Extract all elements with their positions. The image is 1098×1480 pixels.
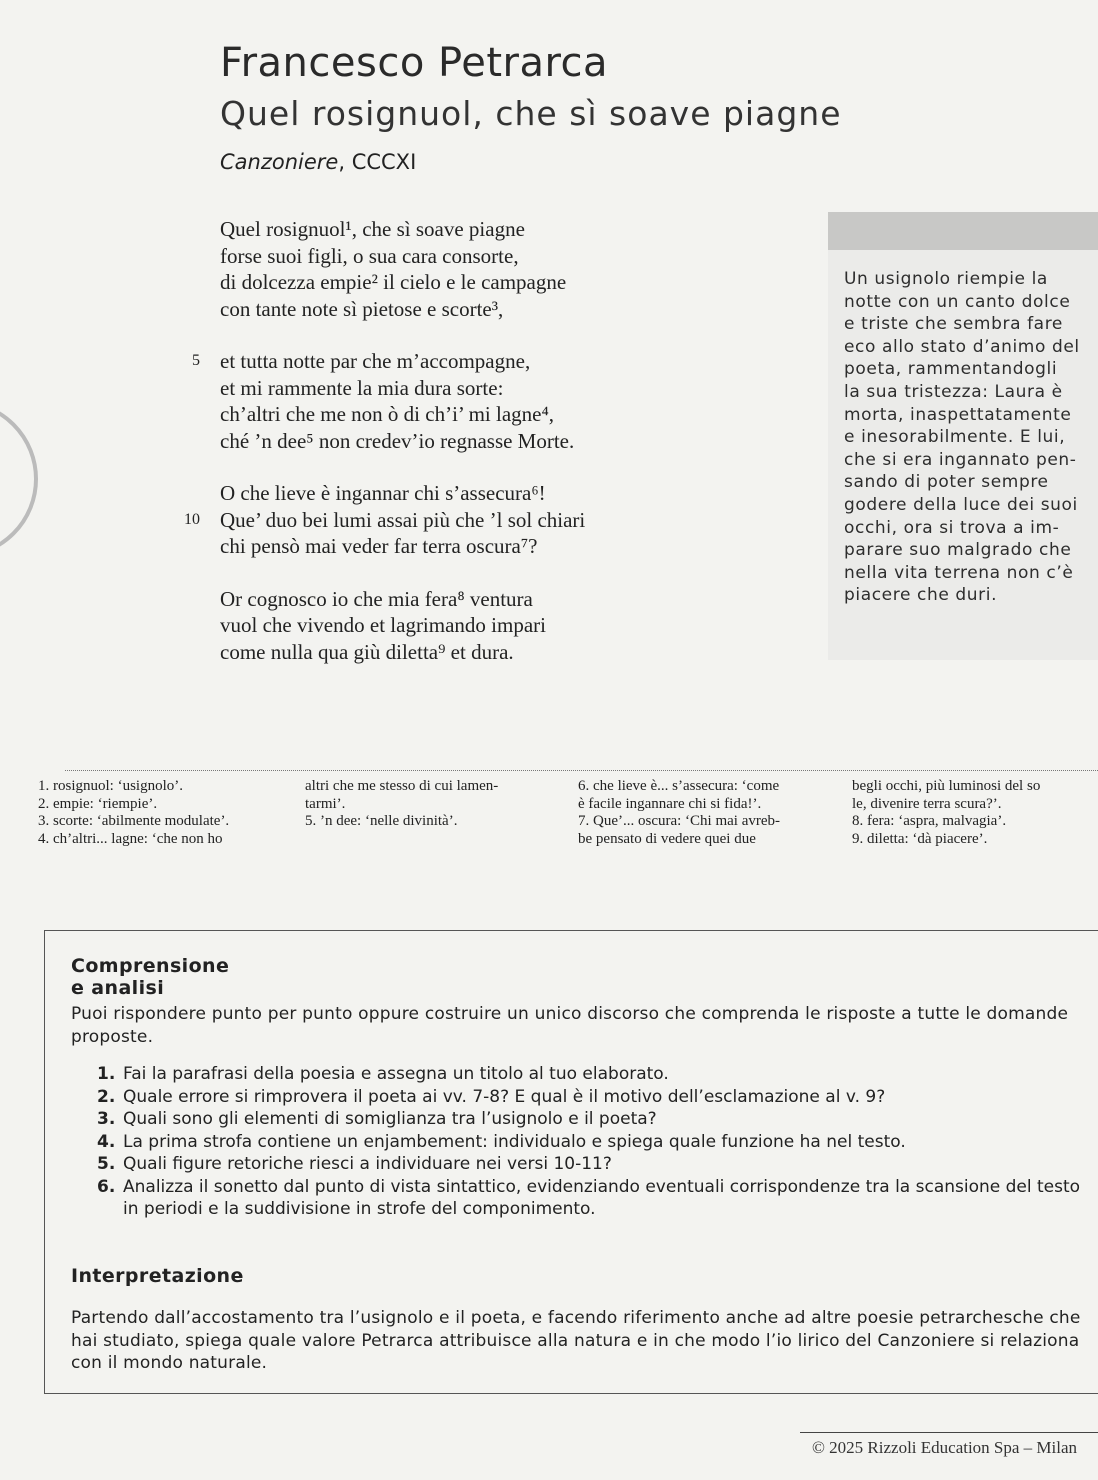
line-number: 5	[192, 352, 200, 369]
question-text: La prima strofa contiene un enjambement: individualo e spiega quale funzione ha nel testo.	[123, 1131, 906, 1152]
sidebar-line: notte con un canto dolce	[844, 291, 1071, 312]
question-item	[97, 1086, 1087, 1109]
verse-text: ché ’n dee⁵ non credev’io regnasse Morte.	[220, 428, 575, 453]
poem-line	[184, 507, 586, 534]
footer-divider	[800, 1432, 1098, 1433]
poem-line	[220, 586, 585, 613]
interpretazione-heading: Interpretazione	[71, 1265, 244, 1287]
interpretazione-text: Partendo dall’accostamento tra l’usignolo e il poeta, e facendo riferimento anche ad altre poesie petrarchesche che hai studiato, spiega quale valore Petrarca attribuisce alla natura e in che modo l’io lirico del Canzoniere si relaziona con il mondo naturale.	[71, 1308, 1081, 1373]
sidebar-line: godere della luce dei suoi	[844, 494, 1078, 515]
question-text: Quali sono gli elementi di somiglianza tra l’usignolo e il poeta?	[123, 1109, 657, 1129]
poem-line	[220, 533, 585, 560]
sidebar-line: sando di poter sempre	[844, 472, 1049, 493]
question-number: 2.	[97, 1086, 116, 1107]
footnote-line: 9. diletta: ‘dà piacere’.	[852, 830, 988, 847]
footnotes	[38, 778, 1098, 858]
poem-title: Quel rosignuol, che sì soave piagne	[220, 94, 842, 133]
verse-text: et tutta notte par che m’accompagne,	[220, 349, 531, 373]
sidebar-line: Un usignolo riempie la	[844, 269, 1048, 289]
poem-line	[220, 375, 585, 402]
work-section: , CCCXI	[338, 150, 417, 174]
footnote-line: è facile ingannare chi si fida!’.	[578, 795, 762, 812]
copyright: © 2025 Rizzoli Education Spa – Milan	[812, 1438, 1078, 1457]
exercise-box	[44, 930, 1098, 1394]
comprensione-intro: Puoi rispondere punto per punto oppure costruire un unico discorso che comprenda le risposte a tutte le domande proposte.	[71, 1004, 1069, 1047]
sidebar-line: poeta, rammentandogli	[844, 359, 1058, 380]
stanza	[192, 348, 585, 454]
footnote-line: 5. ’n dee: ‘nelle divinità’.	[305, 813, 458, 829]
stanza	[220, 586, 585, 666]
question-item	[97, 1063, 1087, 1086]
verse-text: di dolcezza empie² il cielo e le campagne	[220, 270, 567, 294]
question-item	[97, 1153, 1087, 1176]
verse-text: forse suoi figli, o sua cara consorte,	[220, 243, 519, 268]
verse-text: Quel rosignuol¹, che sì soave piagne	[220, 217, 525, 241]
poem-source	[220, 150, 416, 174]
footnote-line: 2. empie: ‘riempie’.	[38, 795, 158, 812]
verse-text: vuol che vivendo et lagrimando impari	[220, 613, 546, 637]
question-list	[97, 1063, 1087, 1221]
footnote-line: altri che me stesso di cui lamen-	[305, 778, 499, 794]
question-number: 1.	[97, 1064, 116, 1084]
footnotes-column-4	[852, 778, 1040, 848]
poem-line	[192, 348, 585, 375]
stanza	[184, 480, 586, 560]
poem-line	[220, 480, 585, 507]
verse-text: come nulla qua giù diletta⁹ et dura.	[220, 639, 514, 664]
question-number: 5.	[97, 1154, 116, 1174]
notes-divider	[65, 770, 1098, 771]
question-number: 3.	[97, 1109, 116, 1129]
verse-text: chi pensò mai veder far terra oscura⁷?	[220, 534, 538, 558]
poem-line	[220, 269, 585, 296]
question-text: Quale errore si rimprovera il poeta ai vv. 7-8? E qual è il motivo dell’esclamazione al v. 9?	[123, 1086, 886, 1107]
author-name: Francesco Petrarca	[220, 40, 609, 86]
verse-text: Que’ duo bei lumi assai più che ’l sol chiari	[220, 507, 586, 532]
footnote-line: be pensato di vedere quei due	[578, 830, 756, 847]
verse-text: con tante note sì pietose e scorte³,	[220, 296, 504, 321]
sidebar-header-band	[828, 212, 1098, 250]
question-item	[97, 1108, 1087, 1131]
poem-line	[220, 401, 585, 428]
sidebar-line: piacere che duri.	[844, 585, 998, 606]
decorative-arc	[0, 400, 38, 558]
poem-line	[220, 612, 585, 639]
line-number: 10	[184, 510, 200, 528]
footnote-line: 3. scorte: ‘abilmente modulate’.	[38, 813, 230, 829]
poem-line	[220, 296, 585, 323]
comprensione-heading: Comprensione e analisi	[71, 955, 230, 999]
footnotes-column-1	[38, 778, 229, 848]
sidebar-line: che si era ingannato pen-	[844, 449, 1077, 470]
summary-sidebar	[828, 212, 1098, 660]
verse-text: ch’altri che me non ò di ch’i’ mi lagne⁴,	[220, 402, 555, 426]
footnote-line: 1. rosignuol: ‘usignolo’.	[38, 778, 183, 794]
question-text: Fai la parafrasi della poesia e assegna un titolo al tuo elaborato.	[123, 1064, 669, 1084]
footnote-line: tarmi’.	[305, 795, 346, 812]
verse-text: Or cognosco io che mia fera⁸ ventura	[220, 586, 533, 611]
question-item	[97, 1176, 1087, 1221]
sidebar-line: la sua tristezza: Laura è	[844, 381, 1063, 402]
stanza	[220, 216, 585, 322]
footnote-line: le, divenire terra scura?’.	[852, 795, 1002, 812]
footnote-line: 4. ch’altri... lagne: ‘che non ho	[38, 830, 223, 847]
sidebar-line: nella vita terrena non c’è	[844, 562, 1074, 583]
sidebar-line: eco allo stato d’animo del	[844, 336, 1080, 357]
work-title: Canzoniere	[220, 150, 339, 174]
poem-line	[220, 428, 585, 455]
sidebar-line: e triste che sembra fare	[844, 314, 1063, 335]
question-item	[97, 1131, 1087, 1154]
sidebar-line: parare suo malgrado che	[844, 540, 1072, 561]
footnote-line: 8. fera: ‘aspra, malvagia’.	[852, 813, 1007, 829]
footnote-line: 7. Que’... oscura: ‘Chi mai avreb-	[578, 813, 781, 829]
verse-text: O che lieve è ingannar chi s’assecura⁶!	[220, 481, 546, 505]
sidebar-line: morta, inaspettatamente	[844, 404, 1072, 425]
footnote-line: begli occhi, più luminosi del so	[852, 778, 1041, 794]
footnote-line: 6. che lieve è... s’assecura: ‘come	[578, 778, 780, 794]
sidebar-line: occhi, ora si trova a im-	[844, 517, 1060, 538]
question-number: 4.	[97, 1131, 116, 1152]
question-text: Quali figure retoriche riesci a individuare nei versi 10-11?	[123, 1154, 612, 1174]
sidebar-line: e inesorabilmente. E lui,	[844, 427, 1066, 448]
footnotes-column-3	[578, 778, 780, 848]
poem-line	[220, 216, 585, 243]
poem-text	[184, 216, 586, 691]
sidebar-summary-text	[844, 268, 1094, 607]
question-number: 6.	[97, 1176, 116, 1197]
poem-line	[220, 243, 585, 270]
poem-line	[220, 639, 585, 666]
verse-text: et mi rammente la mia dura sorte:	[220, 375, 504, 400]
question-text: Analizza il sonetto dal punto di vista sintattico, evidenziando eventuali corrispondenze tra la scansione del testo in periodi e la suddivisione in strofe del componimento.	[123, 1176, 1081, 1219]
footnotes-column-2	[305, 778, 498, 831]
